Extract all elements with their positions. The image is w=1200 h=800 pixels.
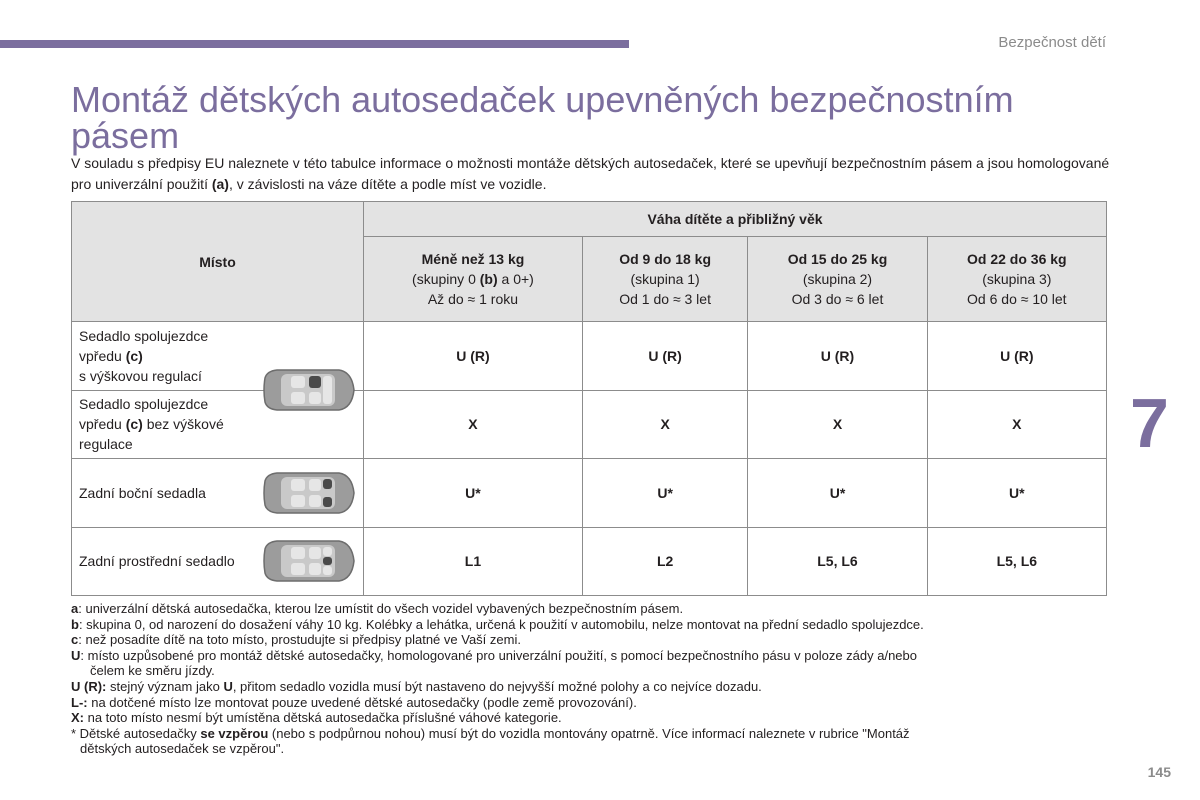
row-place-front-fixed: Sedadlo spolujezdce vpředu (c) bez výškové regulace xyxy=(72,390,364,459)
note-a: a: univerzální dětská autosedačka, kterou lze umístit do všech vozidel vybavených bezpečnostním pásem. xyxy=(71,601,684,616)
note-u: U: místo uzpůsobené pro montáž dětské autosedačky, homologované pro univerzální použití, s pomocí bezpečnostního pásu v poloze zády a/nebo xyxy=(71,647,917,663)
note-ur: U (R): stejný význam jako U, přitom sedadlo vozidla musí být nastaveno do nejvyšší možné polohy a co nejvíce dozadu. xyxy=(71,678,762,694)
note-star-continued: dětských autosedaček se vzpěrou". xyxy=(80,741,285,757)
cell-value: U (R) xyxy=(582,322,747,391)
column-age: Od 3 do ≈ 6 let xyxy=(791,291,884,307)
column-weight: Od 9 do 18 kg xyxy=(619,251,712,267)
place-column-header: Místo xyxy=(72,202,364,322)
column-group: (skupiny 0 (b) a 0+) xyxy=(412,271,534,287)
column-age: Od 1 do ≈ 3 let xyxy=(619,291,711,307)
note-c: c: než posadíte dítě na toto místo, prostudujte si předpisy platné ve Vaší zemi. xyxy=(71,632,521,648)
weight-group-header: Váha dítěte a přibližný věk xyxy=(364,202,1107,237)
cell-value: X xyxy=(364,390,583,459)
page-title: Montáž dětských autosedaček upevněných bezpečnostním pásem xyxy=(71,79,1014,156)
table-row xyxy=(72,322,1107,391)
column-group: (skupina 1) xyxy=(630,271,700,287)
table-row xyxy=(72,459,1107,528)
cell-value: L5, L6 xyxy=(927,527,1106,596)
table-row xyxy=(72,390,1107,459)
note-l: L-: na dotčené místo lze montovat pouze uvedené dětské autosedačky (podle země provozování). xyxy=(71,694,637,710)
cell-value: L5, L6 xyxy=(748,527,927,596)
row-place-rear-middle: Zadní prostřední sedadlo xyxy=(72,527,364,596)
row-place-front-adjustable: Sedadlo spolujezdce vpředu (c) s výškovou regulací xyxy=(72,322,364,391)
column-weight: Od 22 do 36 kg xyxy=(967,251,1067,267)
cell-value: L1 xyxy=(364,527,583,596)
section-label: Bezpečnost dětí xyxy=(998,34,1106,51)
column-weight: Od 15 do 25 kg xyxy=(787,251,888,267)
cell-value: X xyxy=(582,390,747,459)
column-age: Až do ≈ 1 roku xyxy=(427,291,519,307)
intro-ref-a: (a) xyxy=(211,176,229,192)
intro-text-2: , v závislosti na váze dítěte a podle míst ve vozidle. xyxy=(228,176,547,192)
cell-value: U* xyxy=(582,459,747,528)
cell-value: U (R) xyxy=(364,322,583,391)
note-star: * Dětské autosedačky se vzpěrou (nebo s podpůrnou nohou) musí být do vozidla montovány opatrně. Více informací naleznete v rubrice "Montáž xyxy=(71,725,910,741)
footnotes xyxy=(71,601,1131,757)
intro-text-1: V souladu s předpisy EU naleznete v této tabulce informace o možnosti montáže dětských autosedaček, které se upevňují bezpečnostním pásem a jsou homologované pro univerzální použití xyxy=(71,155,1110,192)
cell-value: U (R) xyxy=(927,322,1106,391)
column-header-group2 xyxy=(748,237,927,322)
car-rear-middle-seat-icon xyxy=(259,539,357,583)
cell-value: U (R) xyxy=(748,322,927,391)
cell-value: U* xyxy=(927,459,1106,528)
seat-compatibility-table xyxy=(71,201,1107,596)
page-number: 145 xyxy=(1147,764,1171,780)
table-row xyxy=(72,527,1107,596)
cell-value: U* xyxy=(364,459,583,528)
car-rear-side-seat-icon xyxy=(259,471,357,515)
chapter-number: 7 xyxy=(1130,384,1169,462)
cell-value: X xyxy=(748,390,927,459)
cell-value: X xyxy=(927,390,1106,459)
column-header-group1 xyxy=(582,237,747,322)
column-header-group3 xyxy=(927,237,1106,322)
column-weight: Méně než 13 kg xyxy=(421,251,525,267)
row-place-rear-side: Zadní boční sedadla xyxy=(72,459,364,528)
column-group: (skupina 2) xyxy=(802,271,873,287)
cell-value: L2 xyxy=(582,527,747,596)
column-header-group0 xyxy=(364,237,583,322)
note-u-continued: čelem ke směru jízdy. xyxy=(90,663,215,679)
column-group: (skupina 3) xyxy=(982,271,1052,287)
top-accent-bar xyxy=(0,40,629,48)
cell-value: U* xyxy=(748,459,927,528)
note-b: b: skupina 0, od narození do dosažení váhy 10 kg. Kolébky a lehátka, určená k použití v automobilu, nelze montovat na přední sedadlo spolujezdce. xyxy=(71,616,924,632)
note-x: X: na toto místo nesmí být umístěna dětská autosedačka příslušné váhové kategorie. xyxy=(71,710,562,726)
intro-paragraph xyxy=(71,153,1111,195)
column-age: Od 6 do ≈ 10 let xyxy=(967,291,1067,307)
